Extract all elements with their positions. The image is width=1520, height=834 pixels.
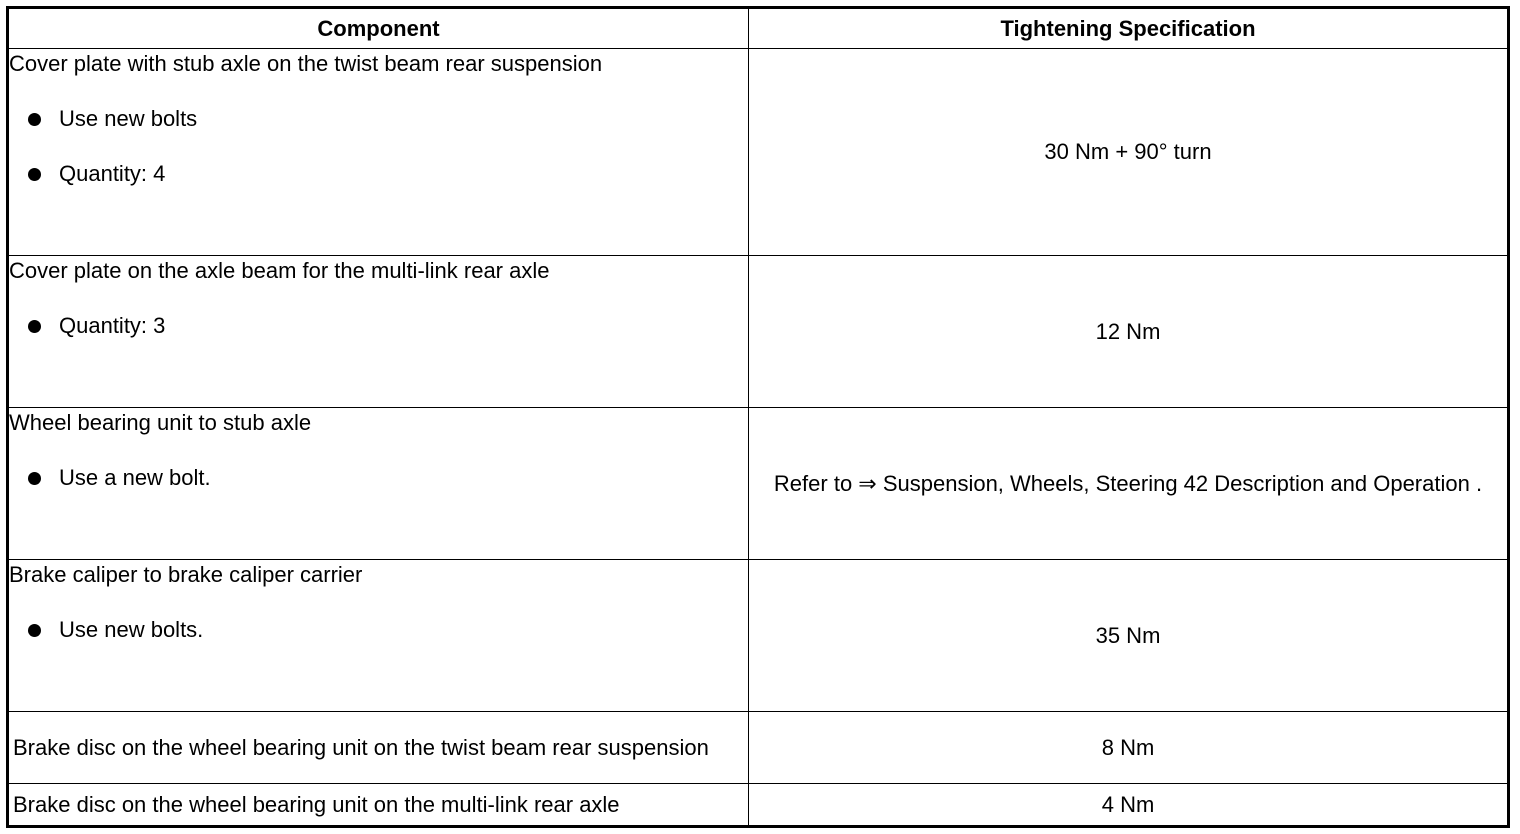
component-cell <box>8 712 749 784</box>
spec-cell: 30 Nm + 90° turn <box>749 49 1509 256</box>
component-name: Brake caliper to brake caliper carrier <box>9 562 363 587</box>
table-row <box>8 49 1509 256</box>
header-tightening-specification: Tightening Specification <box>749 8 1509 49</box>
note-item <box>9 463 748 493</box>
note-text: Use new bolts. <box>59 617 204 642</box>
spec-cell: 35 Nm <box>749 560 1509 712</box>
component-name: Brake disc on the wheel bearing unit on the multi-link rear axle <box>13 791 620 817</box>
note-text: Use a new bolt. <box>59 465 211 490</box>
spec-cell: 12 Nm <box>749 256 1509 408</box>
bullet-icon <box>28 320 41 333</box>
table-row <box>8 560 1509 712</box>
note-text: Quantity: 4 <box>59 161 166 186</box>
note-item <box>9 159 748 189</box>
component-cell <box>8 784 749 827</box>
table-row <box>8 784 1509 827</box>
component-notes <box>9 463 748 493</box>
header-component: Component <box>8 8 749 49</box>
spec-cell: 4 Nm <box>749 784 1509 827</box>
component-name: Cover plate with stub axle on the twist beam rear suspension <box>9 51 603 76</box>
component-cell <box>8 49 749 256</box>
bullet-icon <box>28 168 41 181</box>
component-notes <box>9 104 748 189</box>
spec-cell: 8 Nm <box>749 712 1509 784</box>
component-name: Cover plate on the axle beam for the multi-link rear axle <box>9 258 550 283</box>
component-cell <box>8 560 749 712</box>
component-notes <box>9 615 748 645</box>
tightening-spec-table <box>6 6 1510 828</box>
bullet-icon <box>28 624 41 637</box>
note-item <box>9 615 748 645</box>
table-row <box>8 712 1509 784</box>
note-item <box>9 104 748 134</box>
header-row <box>8 8 1509 49</box>
table-row <box>8 256 1509 408</box>
bullet-icon <box>28 113 41 126</box>
component-cell <box>8 408 749 560</box>
bullet-icon <box>28 472 41 485</box>
note-text: Use new bolts <box>59 106 198 131</box>
note-text: Quantity: 3 <box>59 313 166 338</box>
table-row <box>8 408 1509 560</box>
spec-cell: Refer to ⇒ Suspension, Wheels, Steering 42 Description and Operation . <box>749 408 1509 560</box>
component-notes <box>9 311 748 341</box>
component-name: Brake disc on the wheel bearing unit on the twist beam rear suspension <box>13 734 709 760</box>
note-item <box>9 311 748 341</box>
component-name: Wheel bearing unit to stub axle <box>9 410 312 435</box>
component-cell <box>8 256 749 408</box>
